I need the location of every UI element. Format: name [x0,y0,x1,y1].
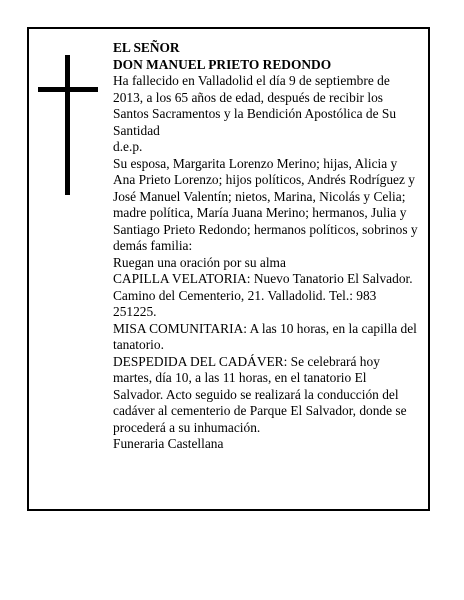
prayer-request: Ruegan una oración por su alma [113,254,286,270]
cross-icon [65,55,70,195]
family-list: Su esposa, Margarita Lorenzo Merino; hijas, Alicia y Ana Prieto Lorenzo; hijos políticos, Andrés Rodríguez y José Manuel Valentín; nietos, Marina, Nicolás y Celia; madre política, María Juana Merino; hermanos, Julia y Santiago Prieto Redondo; hermanos políticos, sobrinos y demás familia: [113,155,418,253]
funeral-home: Funeraria Castellana [113,436,224,451]
mass-info: MISA COMUNITARIA: A las 10 horas, en la capilla del tanatorio. [113,320,417,352]
farewell-info: DESPEDIDA DEL CADÁVER: Se celebrará hoy martes, día 10, a las 11 horas, en el tanatorio El Salvador. Acto seguido se realizará la conducción del cadáver al cementerio de Parque El Salvador, donde se procederá a su inhumación. [113,353,407,435]
obituary-text [113,40,418,453]
deceased-name: DON MANUEL PRIETO REDONDO [113,56,332,72]
chapel-info: CAPILLA VELATORIA: Nuevo Tanatorio El Salvador. Camino del Cementerio, 21. Valladolid. Tel.: 983 251225. [113,271,413,319]
dep-line: d.e.p. [113,139,143,154]
death-announcement: Ha fallecido en Valladolid el día 9 de septiembre de 2013, a los 65 años de edad, después de recibir los Santos Sacramentos y la Bendición Apostólica de Su Santidad [113,73,397,138]
deceased-title: EL SEÑOR [113,40,180,55]
cross-icon-bar [38,87,98,92]
